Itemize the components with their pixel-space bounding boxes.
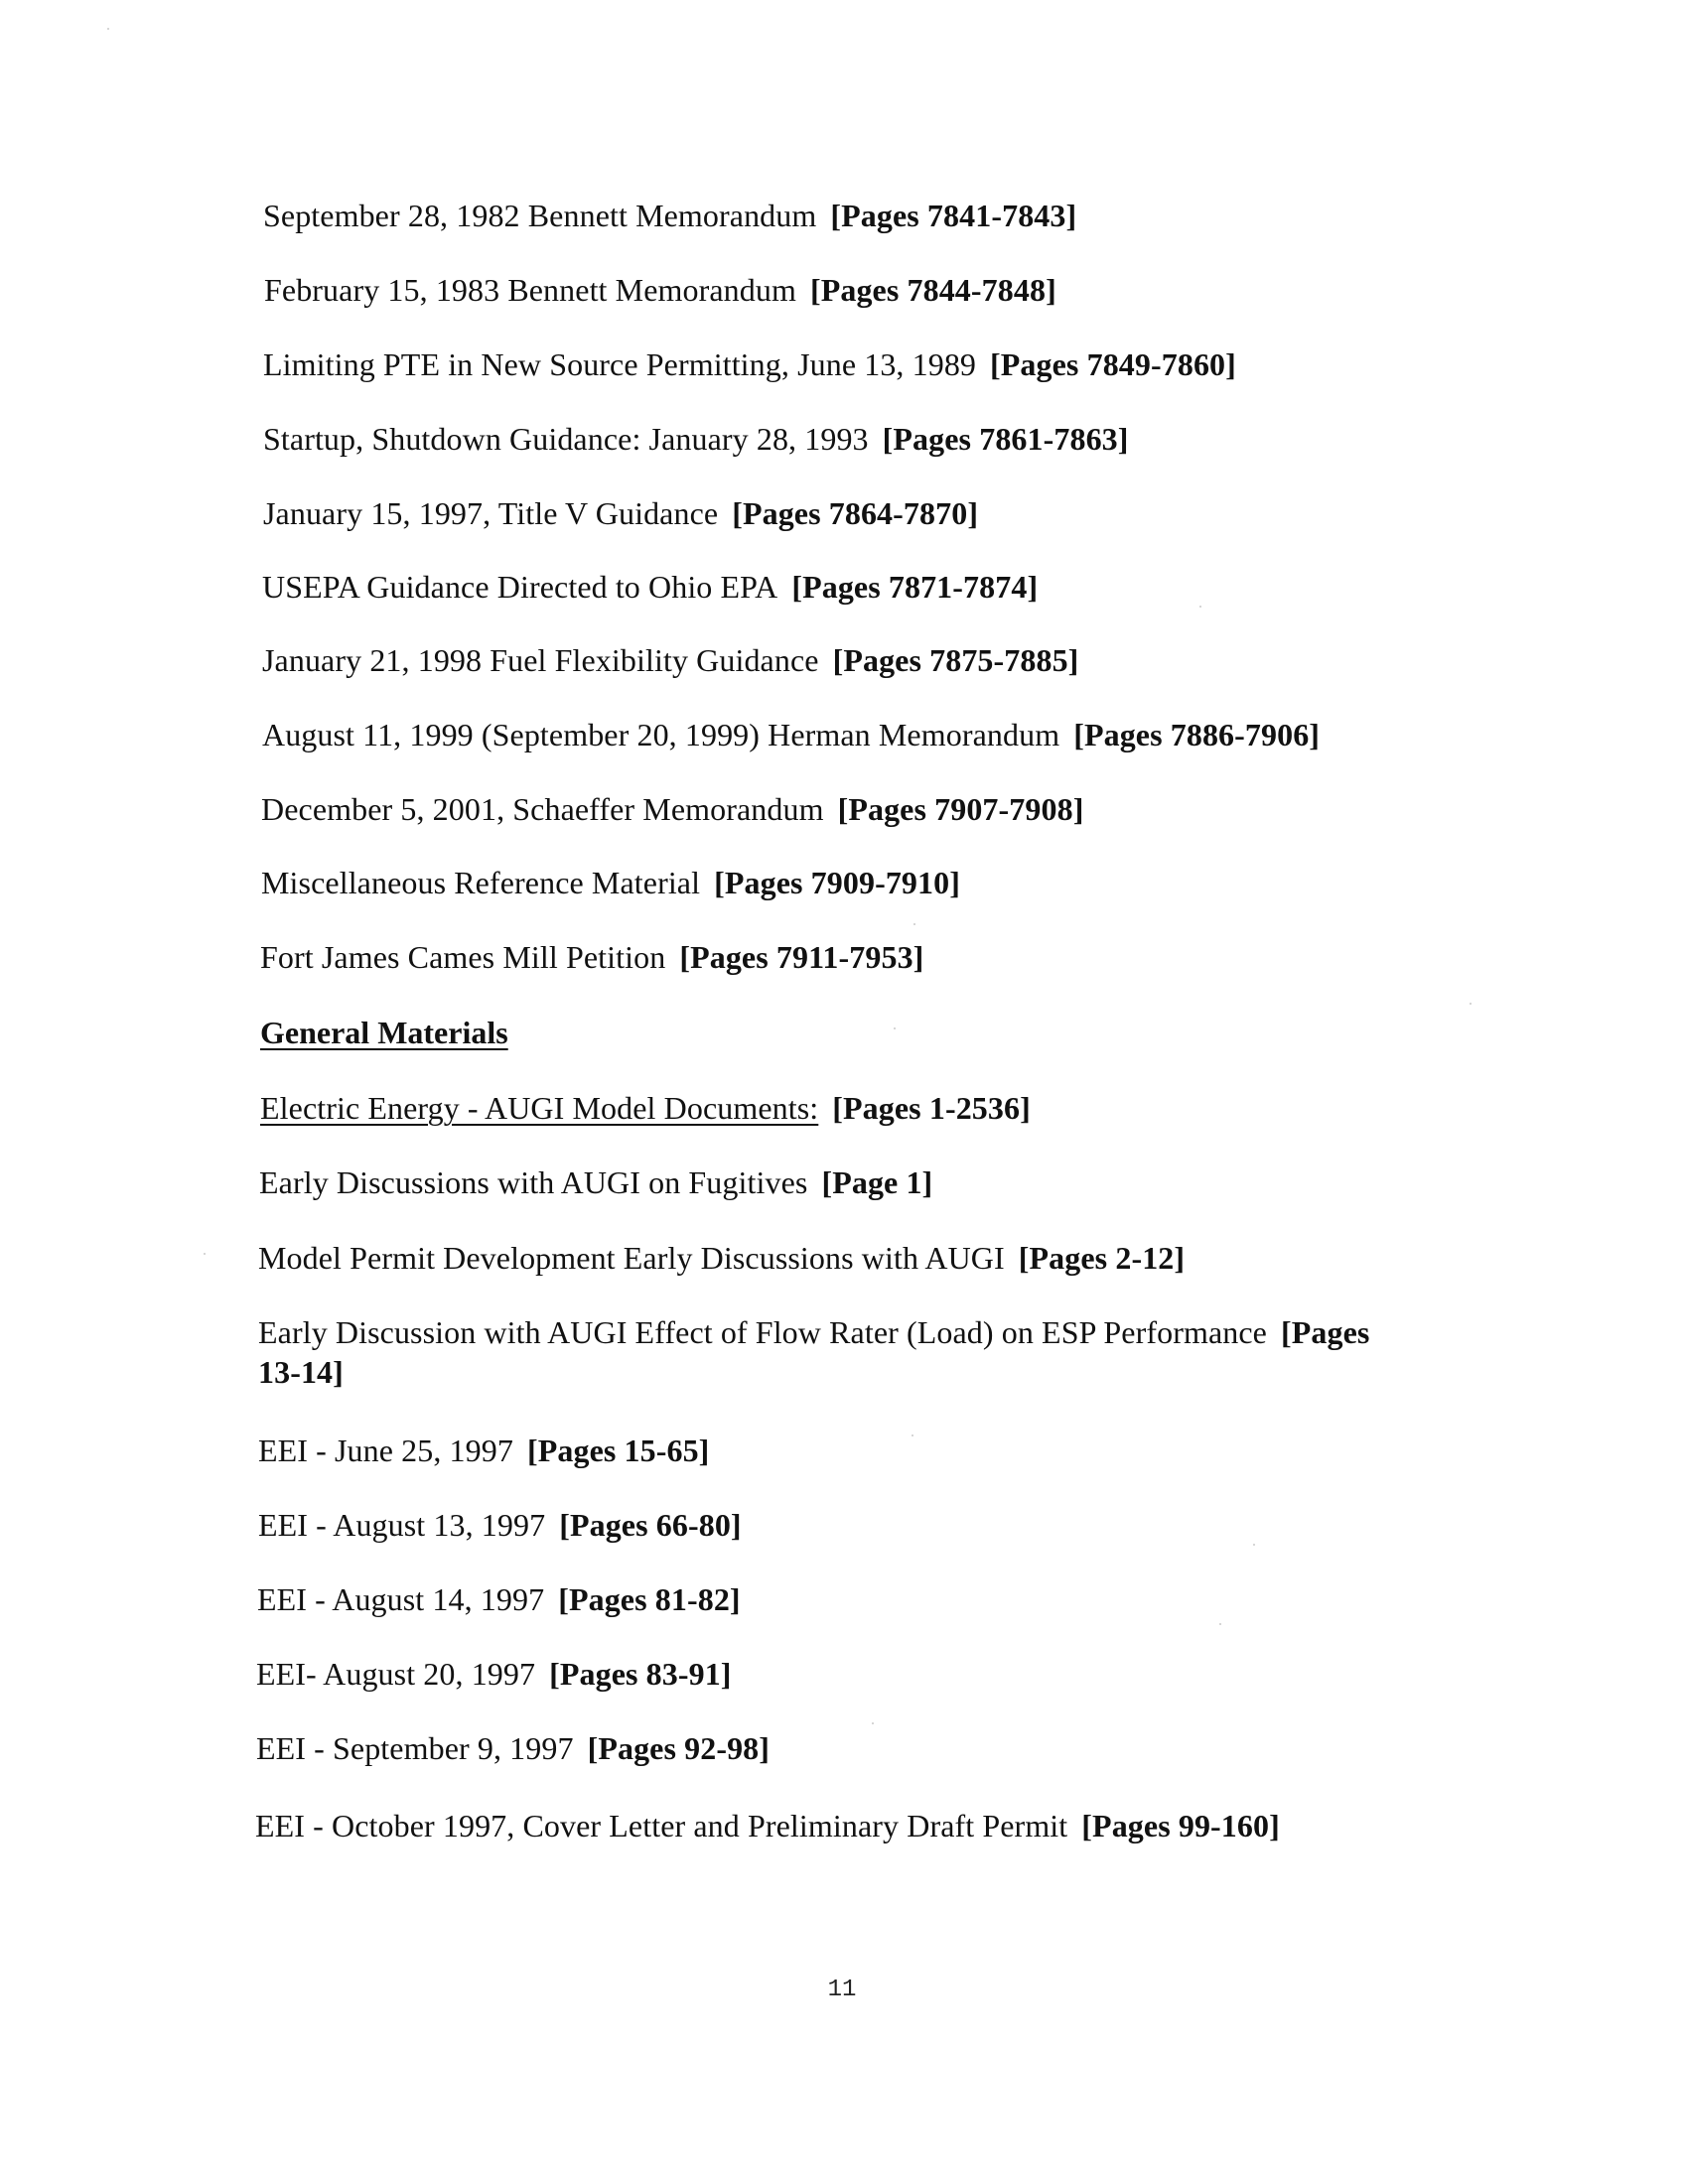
list-item	[262, 567, 1038, 607]
page-range: [Pages 7875-7885]	[832, 642, 1079, 678]
page-range: [Pages 7841-7843]	[830, 198, 1077, 233]
list-item	[258, 1431, 709, 1470]
page-range: [Page 1]	[821, 1164, 933, 1200]
scan-speck	[913, 923, 915, 925]
entry-text: EEI - August 13, 1997	[258, 1507, 546, 1543]
entry-text: December 5, 2001, Schaeffer Memorandum	[261, 791, 824, 827]
page-range: [Pages 7849-7860]	[990, 346, 1236, 382]
entry-text: Early Discussions with AUGI on Fugitives	[259, 1164, 808, 1200]
page-range: [Pages 99-160]	[1081, 1808, 1280, 1843]
scan-speck	[872, 1722, 874, 1724]
entry-text: August 11, 1999 (September 20, 1999) Herman Memorandum	[262, 717, 1060, 752]
page-range: [Pages 13-14]	[258, 1314, 1370, 1390]
entry-text: February 15, 1983 Bennett Memorandum	[264, 272, 796, 308]
page-range: [Pages 7871-7874]	[791, 569, 1039, 605]
entry-text: Miscellaneous Reference Material	[261, 865, 701, 900]
page-range: [Pages 92-98]	[587, 1730, 771, 1766]
list-item	[257, 1579, 741, 1619]
page-range: [Pages 7907-7908]	[837, 791, 1084, 827]
entry-text: EEI - October 1997, Cover Letter and Preliminary Draft Permit	[255, 1808, 1068, 1843]
page-number: 11	[827, 1977, 857, 2003]
entry-text: EEI- August 20, 1997	[256, 1656, 536, 1692]
entry-text: Limiting PTE in New Source Permitting, June 13, 1989	[263, 346, 977, 382]
entry-text: USEPA Guidance Directed to Ohio EPA	[262, 569, 778, 605]
subsection-title	[260, 1088, 1031, 1128]
list-item	[264, 270, 1056, 310]
entry-text: EEI - September 9, 1997	[256, 1730, 574, 1766]
section-heading: General Materials	[260, 1015, 508, 1050]
page-range: [Pages 7861-7863]	[882, 421, 1129, 457]
entry-text: January 21, 1998 Fuel Flexibility Guidance	[262, 642, 819, 678]
page-range: [Pages 7911-7953]	[679, 939, 924, 975]
entry-text: Early Discussion with AUGI Effect of Flow Rater (Load) on ESP Performance	[258, 1314, 1267, 1350]
list-item	[258, 1312, 1410, 1392]
entry-text: January 15, 1997, Title V Guidance	[263, 495, 719, 531]
page-range: [Pages 7886-7906]	[1073, 717, 1321, 752]
page-range: [Pages 81-82]	[558, 1581, 741, 1617]
entry-text: EEI - June 25, 1997	[258, 1433, 513, 1468]
list-item	[255, 1806, 1280, 1845]
list-item	[256, 1654, 732, 1694]
scan-speck	[894, 1027, 896, 1029]
page-range: [Pages 1-2536]	[832, 1090, 1031, 1126]
page-range: [Pages 7864-7870]	[732, 495, 979, 531]
entry-text: EEI - August 14, 1997	[257, 1581, 545, 1617]
scan-speck	[912, 1434, 913, 1436]
subsection-text: Electric Energy - AUGI Model Documents:	[260, 1090, 819, 1126]
scan-speck	[204, 1253, 206, 1255]
list-item	[259, 1162, 932, 1202]
list-item	[261, 863, 960, 902]
entry-text: September 28, 1982 Bennett Memorandum	[263, 198, 817, 233]
entry-text: Fort James Cames Mill Petition	[260, 939, 666, 975]
scan-speck	[1470, 1003, 1472, 1005]
list-item	[263, 196, 1076, 235]
list-item	[262, 715, 1320, 754]
list-item	[261, 789, 1083, 829]
page-range: [Pages 7844-7848]	[809, 272, 1056, 308]
page-range: [Pages 83-91]	[549, 1656, 732, 1692]
scan-speck	[1219, 1623, 1221, 1625]
list-item	[263, 344, 1236, 384]
entry-text: Model Permit Development Early Discussions with AUGI	[258, 1240, 1005, 1276]
scan-speck	[1199, 606, 1201, 608]
page-range: [Pages 2-12]	[1018, 1240, 1186, 1276]
list-item	[263, 419, 1129, 459]
list-item	[262, 640, 1078, 680]
scan-speck	[1253, 1544, 1255, 1546]
page-range: [Pages 66-80]	[559, 1507, 742, 1543]
list-item	[256, 1728, 770, 1768]
list-item	[258, 1238, 1185, 1278]
list-item	[260, 937, 923, 977]
list-item	[258, 1505, 742, 1545]
page-range: [Pages 7909-7910]	[714, 865, 960, 900]
page-range: [Pages 15-65]	[526, 1433, 710, 1468]
list-item	[263, 493, 978, 533]
entry-text: Startup, Shutdown Guidance: January 28, 1993	[263, 421, 869, 457]
scan-speck	[107, 28, 109, 30]
